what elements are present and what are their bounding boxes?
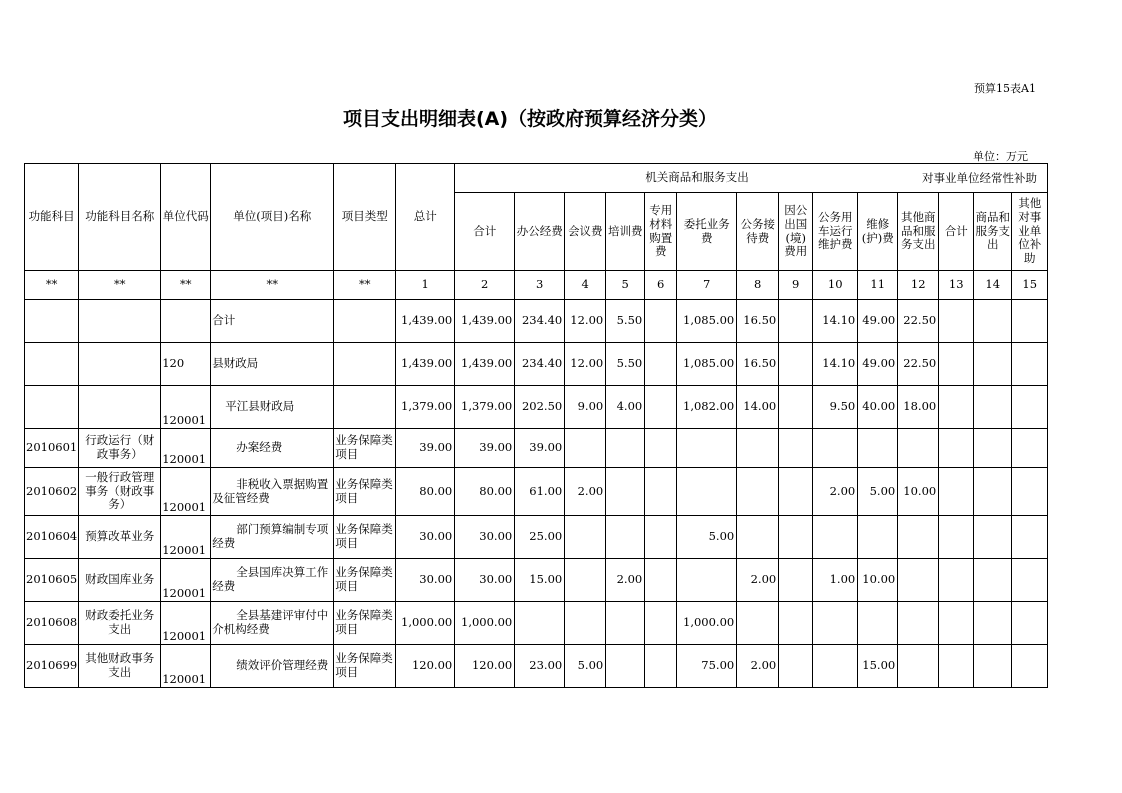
amount-cell: 15.00 xyxy=(858,645,898,688)
amount-cell xyxy=(939,559,974,602)
group-duishiye-header: 对事业单位经常性补助 xyxy=(922,171,1037,185)
amount-cell xyxy=(1012,386,1048,429)
table-row xyxy=(25,343,1048,386)
amount-cell xyxy=(858,429,898,468)
amount-cell xyxy=(939,602,974,645)
amount-cell: 1.00 xyxy=(813,559,858,602)
unit-name-cell: 平江县财政局 xyxy=(211,386,334,429)
amount-cell: 80.00 xyxy=(455,468,515,516)
func-name-cell: 预算改革业务 xyxy=(79,516,161,559)
amount-cell xyxy=(565,429,606,468)
amount-cell: 10.00 xyxy=(858,559,898,602)
amount-cell xyxy=(565,602,606,645)
amount-cell xyxy=(645,468,677,516)
unit-code-cell: 120001 xyxy=(161,559,211,602)
index-cell: 13 xyxy=(939,271,974,300)
sub-header: 其他对事业单位补助 xyxy=(1012,193,1048,271)
amount-cell xyxy=(974,343,1012,386)
unit-name-cell: 部门预算编制专项经费 xyxy=(211,516,334,559)
amount-cell: 9.50 xyxy=(813,386,858,429)
index-cell: 1 xyxy=(396,271,455,300)
sub-header: 办公经费 xyxy=(515,193,565,271)
unit-code-cell xyxy=(161,300,211,343)
header-func-code: 功能科目 xyxy=(25,164,79,271)
unit-code-cell: 120001 xyxy=(161,516,211,559)
amount-cell: 1,439.00 xyxy=(455,300,515,343)
amount-cell: 1,439.00 xyxy=(455,343,515,386)
header-func-name: 功能科目名称 xyxy=(79,164,161,271)
amount-cell: 16.50 xyxy=(737,300,779,343)
header-project-type: 项目类型 xyxy=(334,164,396,271)
amount-cell xyxy=(898,559,939,602)
sub-header: 培训费 xyxy=(606,193,645,271)
amount-cell: 2.00 xyxy=(813,468,858,516)
group-jiguan-header: 机关商品和服务支出 xyxy=(455,164,939,193)
amount-cell xyxy=(898,602,939,645)
table-row xyxy=(25,559,1048,602)
index-cell: ** xyxy=(79,271,161,300)
func-code-cell: 2010604 xyxy=(25,516,79,559)
amount-cell xyxy=(737,602,779,645)
amount-cell xyxy=(898,645,939,688)
sub-header: 维修(护)费 xyxy=(858,193,898,271)
amount-cell xyxy=(779,645,813,688)
index-cell: 8 xyxy=(737,271,779,300)
index-cell: 15 xyxy=(1012,271,1048,300)
amount-cell xyxy=(606,516,645,559)
func-name-cell: 行政运行（财政事务） xyxy=(79,429,161,468)
amount-cell xyxy=(813,602,858,645)
project-type-cell xyxy=(334,386,396,429)
func-code-cell xyxy=(25,386,79,429)
unit-name-cell: 非税收入票据购置及征管经费 xyxy=(211,468,334,516)
amount-cell xyxy=(974,602,1012,645)
project-type-cell xyxy=(334,343,396,386)
func-code-cell: 2010602 xyxy=(25,468,79,516)
amount-cell: 80.00 xyxy=(396,468,455,516)
amount-cell: 12.00 xyxy=(565,300,606,343)
amount-cell xyxy=(939,468,974,516)
page-title: 项目支出明细表(A)（按政府预算经济分类） xyxy=(342,108,718,130)
index-cell: ** xyxy=(334,271,396,300)
amount-cell xyxy=(779,300,813,343)
func-name-cell: 财政委托业务支出 xyxy=(79,602,161,645)
unit-code-cell: 120001 xyxy=(161,386,211,429)
func-name-cell xyxy=(79,300,161,343)
amount-cell xyxy=(1012,516,1048,559)
amount-cell xyxy=(737,516,779,559)
index-cell: ** xyxy=(25,271,79,300)
amount-cell xyxy=(645,343,677,386)
amount-cell: 2.00 xyxy=(737,645,779,688)
unit-code-cell: 120 xyxy=(161,343,211,386)
amount-cell xyxy=(898,516,939,559)
amount-cell xyxy=(974,468,1012,516)
amount-cell: 2.00 xyxy=(737,559,779,602)
amount-cell xyxy=(779,559,813,602)
amount-cell xyxy=(645,516,677,559)
sub-header: 委托业务费 xyxy=(677,193,737,271)
amount-cell: 234.40 xyxy=(515,300,565,343)
amount-cell: 1,085.00 xyxy=(677,343,737,386)
sub-header: 合计 xyxy=(455,193,515,271)
amount-cell xyxy=(779,429,813,468)
index-cell: 6 xyxy=(645,271,677,300)
amount-cell: 14.10 xyxy=(813,343,858,386)
unit-label: 单位：万元 xyxy=(973,150,1028,163)
amount-cell xyxy=(779,602,813,645)
amount-cell xyxy=(1012,343,1048,386)
unit-name-cell: 全县国库决算工作经费 xyxy=(211,559,334,602)
header-unit-name: 单位(项目)名称 xyxy=(211,164,334,271)
amount-cell xyxy=(779,386,813,429)
amount-cell xyxy=(645,645,677,688)
func-name-cell xyxy=(79,343,161,386)
func-name-cell: 财政国库业务 xyxy=(79,559,161,602)
amount-cell: 2.00 xyxy=(565,468,606,516)
func-code-cell: 2010601 xyxy=(25,429,79,468)
project-type-cell: 业务保障类项目 xyxy=(334,468,396,516)
amount-cell xyxy=(939,645,974,688)
amount-cell: 10.00 xyxy=(898,468,939,516)
sub-header: 会议费 xyxy=(565,193,606,271)
index-cell: ** xyxy=(161,271,211,300)
func-name-cell xyxy=(79,386,161,429)
unit-code-cell: 120001 xyxy=(161,602,211,645)
amount-cell: 120.00 xyxy=(455,645,515,688)
amount-cell xyxy=(565,516,606,559)
func-code-cell: 2010699 xyxy=(25,645,79,688)
amount-cell: 202.50 xyxy=(515,386,565,429)
amount-cell xyxy=(565,559,606,602)
group-duishiye-cell xyxy=(939,164,1048,193)
func-code-cell: 2010605 xyxy=(25,559,79,602)
amount-cell: 2.00 xyxy=(606,559,645,602)
unit-name-cell: 县财政局 xyxy=(211,343,334,386)
sub-header: 专用材料购置费 xyxy=(645,193,677,271)
amount-cell: 75.00 xyxy=(677,645,737,688)
amount-cell xyxy=(606,602,645,645)
amount-cell: 5.00 xyxy=(677,516,737,559)
amount-cell: 4.00 xyxy=(606,386,645,429)
amount-cell xyxy=(1012,300,1048,343)
amount-cell: 5.50 xyxy=(606,343,645,386)
amount-cell xyxy=(813,516,858,559)
amount-cell: 5.00 xyxy=(565,645,606,688)
index-cell: 10 xyxy=(813,271,858,300)
amount-cell xyxy=(645,429,677,468)
amount-cell: 234.40 xyxy=(515,343,565,386)
func-code-cell xyxy=(25,343,79,386)
table-row xyxy=(25,429,1048,468)
sub-header: 其他商品和服务支出 xyxy=(898,193,939,271)
func-code-cell: 2010608 xyxy=(25,602,79,645)
amount-cell xyxy=(737,429,779,468)
amount-cell: 1,000.00 xyxy=(396,602,455,645)
amount-cell xyxy=(779,343,813,386)
sub-header: 合计 xyxy=(939,193,974,271)
amount-cell: 16.50 xyxy=(737,343,779,386)
index-cell: ** xyxy=(211,271,334,300)
unit-name-cell: 办案经费 xyxy=(211,429,334,468)
amount-cell: 39.00 xyxy=(455,429,515,468)
amount-cell: 5.00 xyxy=(858,468,898,516)
amount-cell: 1,439.00 xyxy=(396,300,455,343)
amount-cell xyxy=(939,386,974,429)
amount-cell xyxy=(645,300,677,343)
func-name-cell: 其他财政事务支出 xyxy=(79,645,161,688)
amount-cell: 14.00 xyxy=(737,386,779,429)
table-row xyxy=(25,602,1048,645)
project-type-cell: 业务保障类项目 xyxy=(334,429,396,468)
sub-header: 公务接待费 xyxy=(737,193,779,271)
project-type-cell: 业务保障类项目 xyxy=(334,559,396,602)
amount-cell: 22.50 xyxy=(898,343,939,386)
amount-cell xyxy=(1012,602,1048,645)
amount-cell xyxy=(813,429,858,468)
amount-cell: 12.00 xyxy=(565,343,606,386)
amount-cell xyxy=(974,429,1012,468)
amount-cell: 30.00 xyxy=(396,516,455,559)
amount-cell xyxy=(606,468,645,516)
amount-cell: 15.00 xyxy=(515,559,565,602)
header-total: 总计 xyxy=(396,164,455,271)
unit-name-cell: 合计 xyxy=(211,300,334,343)
amount-cell xyxy=(1012,429,1048,468)
index-cell: 9 xyxy=(779,271,813,300)
amount-cell: 25.00 xyxy=(515,516,565,559)
amount-cell: 1,085.00 xyxy=(677,300,737,343)
sub-header: 商品和服务支出 xyxy=(974,193,1012,271)
amount-cell xyxy=(645,386,677,429)
amount-cell: 30.00 xyxy=(396,559,455,602)
table-row xyxy=(25,386,1048,429)
sub-header: 因公出国(境)费用 xyxy=(779,193,813,271)
header-unit-code: 单位代码 xyxy=(161,164,211,271)
amount-cell: 30.00 xyxy=(455,516,515,559)
amount-cell: 30.00 xyxy=(455,559,515,602)
amount-cell xyxy=(898,429,939,468)
unit-code-cell: 120001 xyxy=(161,645,211,688)
amount-cell: 61.00 xyxy=(515,468,565,516)
amount-cell: 49.00 xyxy=(858,300,898,343)
amount-cell xyxy=(974,559,1012,602)
table-row xyxy=(25,468,1048,516)
project-type-cell xyxy=(334,300,396,343)
amount-cell xyxy=(645,602,677,645)
amount-cell: 39.00 xyxy=(396,429,455,468)
index-cell: 2 xyxy=(455,271,515,300)
amount-cell: 9.00 xyxy=(565,386,606,429)
amount-cell: 22.50 xyxy=(898,300,939,343)
amount-cell xyxy=(974,645,1012,688)
index-cell: 14 xyxy=(974,271,1012,300)
amount-cell: 14.10 xyxy=(813,300,858,343)
table-row xyxy=(25,516,1048,559)
index-cell: 7 xyxy=(677,271,737,300)
amount-cell xyxy=(606,645,645,688)
project-type-cell: 业务保障类项目 xyxy=(334,516,396,559)
amount-cell xyxy=(858,602,898,645)
amount-cell xyxy=(974,516,1012,559)
amount-cell xyxy=(645,559,677,602)
unit-name-cell: 绩效评价管理经费 xyxy=(211,645,334,688)
unit-code-cell: 120001 xyxy=(161,429,211,468)
amount-cell: 23.00 xyxy=(515,645,565,688)
amount-cell: 1,000.00 xyxy=(455,602,515,645)
index-cell: 4 xyxy=(565,271,606,300)
index-cell: 11 xyxy=(858,271,898,300)
amount-cell xyxy=(677,559,737,602)
amount-cell xyxy=(515,602,565,645)
table-row xyxy=(25,300,1048,343)
table-row xyxy=(25,645,1048,688)
amount-cell xyxy=(939,343,974,386)
index-cell: 3 xyxy=(515,271,565,300)
amount-cell: 18.00 xyxy=(898,386,939,429)
amount-cell: 1,439.00 xyxy=(396,343,455,386)
amount-cell: 39.00 xyxy=(515,429,565,468)
amount-cell xyxy=(939,300,974,343)
form-code: 预算15表A1 xyxy=(974,82,1036,95)
project-type-cell: 业务保障类项目 xyxy=(334,602,396,645)
amount-cell xyxy=(737,468,779,516)
amount-cell xyxy=(779,516,813,559)
index-cell: 5 xyxy=(606,271,645,300)
amount-cell: 1,082.00 xyxy=(677,386,737,429)
index-cell: 12 xyxy=(898,271,939,300)
amount-cell xyxy=(1012,559,1048,602)
amount-cell: 1,379.00 xyxy=(455,386,515,429)
amount-cell xyxy=(1012,645,1048,688)
amount-cell xyxy=(974,300,1012,343)
amount-cell: 120.00 xyxy=(396,645,455,688)
amount-cell xyxy=(677,429,737,468)
unit-code-cell: 120001 xyxy=(161,468,211,516)
amount-cell xyxy=(677,468,737,516)
amount-cell xyxy=(939,516,974,559)
amount-cell xyxy=(779,468,813,516)
amount-cell: 1,379.00 xyxy=(396,386,455,429)
amount-cell xyxy=(974,386,1012,429)
project-type-cell: 业务保障类项目 xyxy=(334,645,396,688)
amount-cell: 40.00 xyxy=(858,386,898,429)
unit-name-cell: 全县基建评审付中介机构经费 xyxy=(211,602,334,645)
amount-cell xyxy=(813,645,858,688)
func-code-cell xyxy=(25,300,79,343)
expenditure-table xyxy=(24,163,1048,688)
amount-cell xyxy=(939,429,974,468)
sub-header: 公务用车运行维护费 xyxy=(813,193,858,271)
amount-cell: 1,000.00 xyxy=(677,602,737,645)
func-name-cell: 一般行政管理事务（财政事务） xyxy=(79,468,161,516)
amount-cell xyxy=(606,429,645,468)
amount-cell: 49.00 xyxy=(858,343,898,386)
amount-cell xyxy=(858,516,898,559)
amount-cell: 5.50 xyxy=(606,300,645,343)
amount-cell xyxy=(1012,468,1048,516)
